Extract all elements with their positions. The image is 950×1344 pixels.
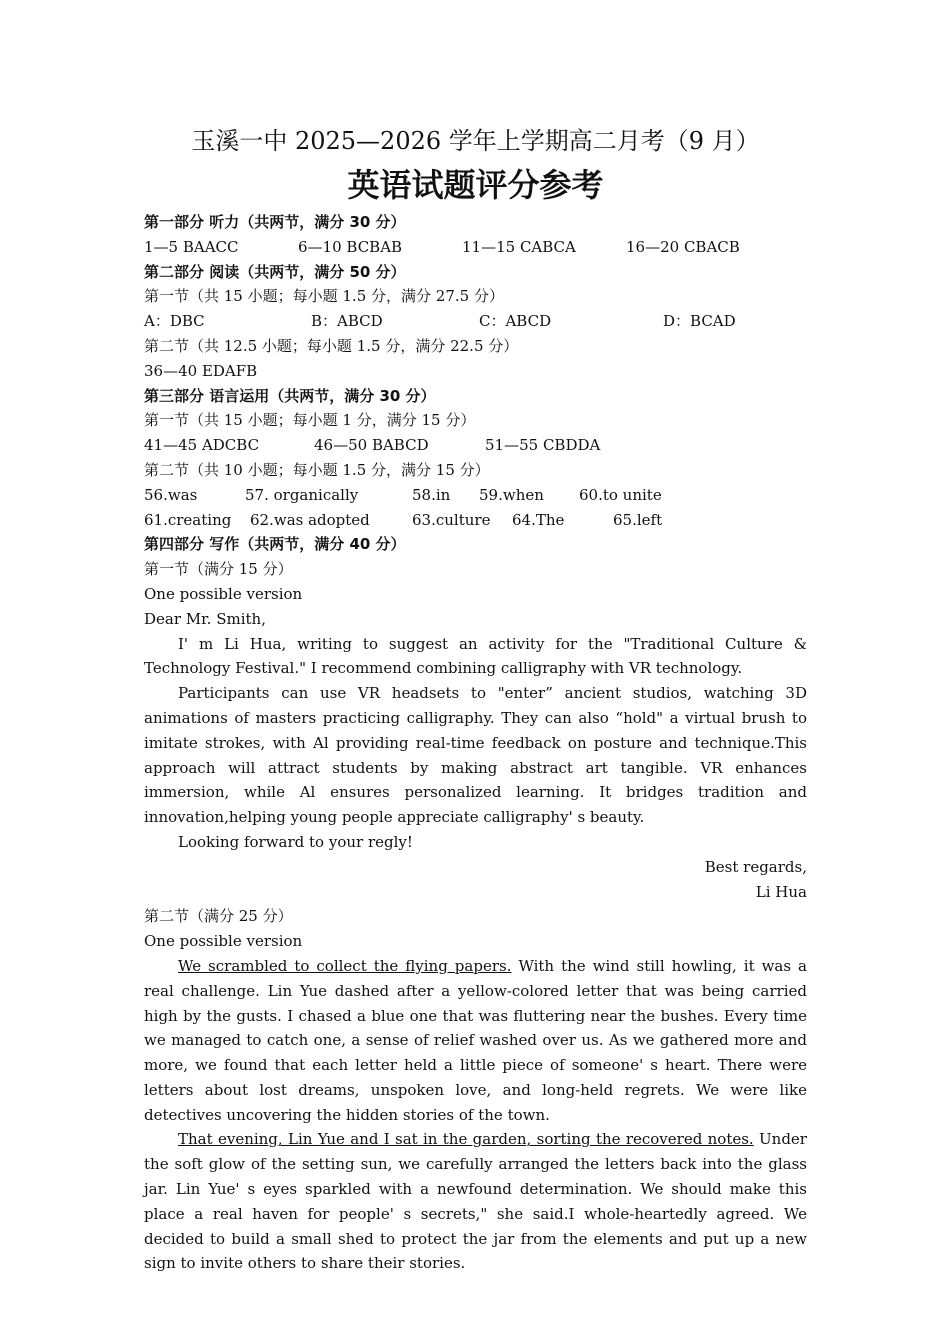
answer-group: 46—50 BABCD [314, 436, 429, 455]
letter-closing: Best regards, [704, 857, 807, 876]
answer-group: A：DBC [144, 312, 205, 331]
answer-item: 64.The [512, 510, 565, 529]
answer-item: 61.creating [144, 510, 232, 529]
part3-sec2-answers-row2 [144, 508, 807, 533]
part3-sec2-answers-row1 [144, 483, 807, 508]
answer-item: 59.when [479, 485, 544, 504]
part2-heading: 第二部分 阅读（共两节，满分 50 分） [144, 262, 406, 281]
answer-key-page [144, 124, 807, 1276]
story-lead-sentence: We scrambled to collect the flying papers. [178, 956, 512, 975]
story-body: With the wind still howling, it was a real challenge. Lin Yue dashed after a yellow-colored letter that was being carried high by the gusts. I chased a blue one that was fluttering near the bushes. Every time we managed to catch one, a sense of relief washed over us. As we gathered more and more, we found that each letter held a little piece of someone' s heart. There were letters about lost dreams, unspoken love, and long-held regrets. We were like detectives uncovering the hidden stories of the town. [144, 956, 807, 1124]
story-paragraph [144, 1127, 807, 1276]
answer-item: 57. organically [245, 485, 359, 504]
exam-title: 玉溪一中 2025—2026 学年上学期高二月考（9 月） [191, 127, 760, 155]
letter-paragraph: Looking forward to your regly! [178, 832, 413, 851]
answer-group: B：ABCD [311, 312, 383, 331]
part2-sec1-answers [144, 309, 807, 334]
part3-sec1-answers [144, 433, 807, 458]
document-title: 英语试题评分参考 [347, 166, 604, 204]
answer-group: 51—55 CBDDA [485, 436, 601, 455]
letter-paragraph: Participants can use VR headsets to "enter” ancient studios, watching 3D animations of masters practicing calligraphy. They can also “hold" a virtual brush to imitate strokes, with Al providing real-time feedback on posture and technique.This approach will attract students by making abstract art tangible. VR enhances immersion, while Al ensures personalized learning. It bridges tradition and innovation,helping young people appreciate calligraphy' s beauty. [144, 684, 807, 827]
part3-sec2-heading: 第二节（共 10 小题；每小题 1.5 分，满分 15 分） [144, 460, 490, 479]
part1-heading: 第一部分 听力（共两节，满分 30 分） [144, 213, 406, 231]
part4-heading: 第四部分 写作（共两节，满分 40 分） [144, 535, 406, 554]
answer-item: 62.was adopted [250, 510, 370, 529]
answer-group: 6—10 BCBAB [298, 237, 403, 256]
answer-group: 41—45 ADCBC [144, 436, 260, 455]
part3-heading: 第三部分 语言运用（共两节，满分 30 分） [144, 386, 436, 405]
story-body: Under the soft glow of the setting sun, we carefully arranged the letters back into the glass jar. Lin Yue' s eyes sparkled with a newfound determination. We should make this place a real haven for people' s secrets," she said.I whole-heartedly agreed. We decided to build a small shed to protect the jar from the elements and put up a new sign to invite others to share their stories. [144, 1130, 807, 1273]
part4-sec1-heading: 第一节（满分 15 分） [144, 560, 293, 579]
answer-group: D：BCAD [663, 312, 736, 331]
letter-signature: Li Hua [755, 882, 807, 901]
part2-sec1-heading: 第一节（共 15 小题；每小题 1.5 分，满分 27.5 分） [144, 287, 504, 306]
answer-group: 11—15 CABCA [462, 237, 576, 256]
answer-group: C：ABCD [479, 312, 552, 331]
sec2-version-label: One possible version [144, 932, 303, 951]
answer-group: 16—20 CBACB [626, 237, 740, 256]
part2-sec2-answers: 36—40 EDAFB [144, 361, 258, 380]
part3-sec1-heading: 第一节（共 15 小题；每小题 1 分，满分 15 分） [144, 411, 476, 430]
answer-group: 1—5 BAACC [144, 237, 239, 256]
part4-sec2-heading: 第二节（满分 25 分） [144, 907, 293, 926]
answer-item: 56.was [144, 485, 198, 504]
part1-answers [144, 235, 807, 260]
answer-item: 58.in [412, 485, 451, 504]
answer-item: 60.to unite [579, 485, 662, 504]
story-lead-sentence: That evening, Lin Yue and I sat in the garden, sorting the recovered notes. [178, 1130, 754, 1149]
letter-paragraph: I' m Li Hua, writing to suggest an activity for the "Traditional Culture & Technology Festival." I recommend combining calligraphy with VR technology. [144, 634, 807, 678]
answer-item: 63.culture [412, 510, 491, 529]
sec1-version-label: One possible version [144, 584, 303, 603]
part2-sec2-heading: 第二节（共 12.5 小题；每小题 1.5 分，满分 22.5 分） [144, 336, 519, 355]
letter-salutation: Dear Mr. Smith, [144, 609, 266, 628]
story-paragraph [144, 954, 807, 1128]
answer-item: 65.left [613, 510, 663, 529]
